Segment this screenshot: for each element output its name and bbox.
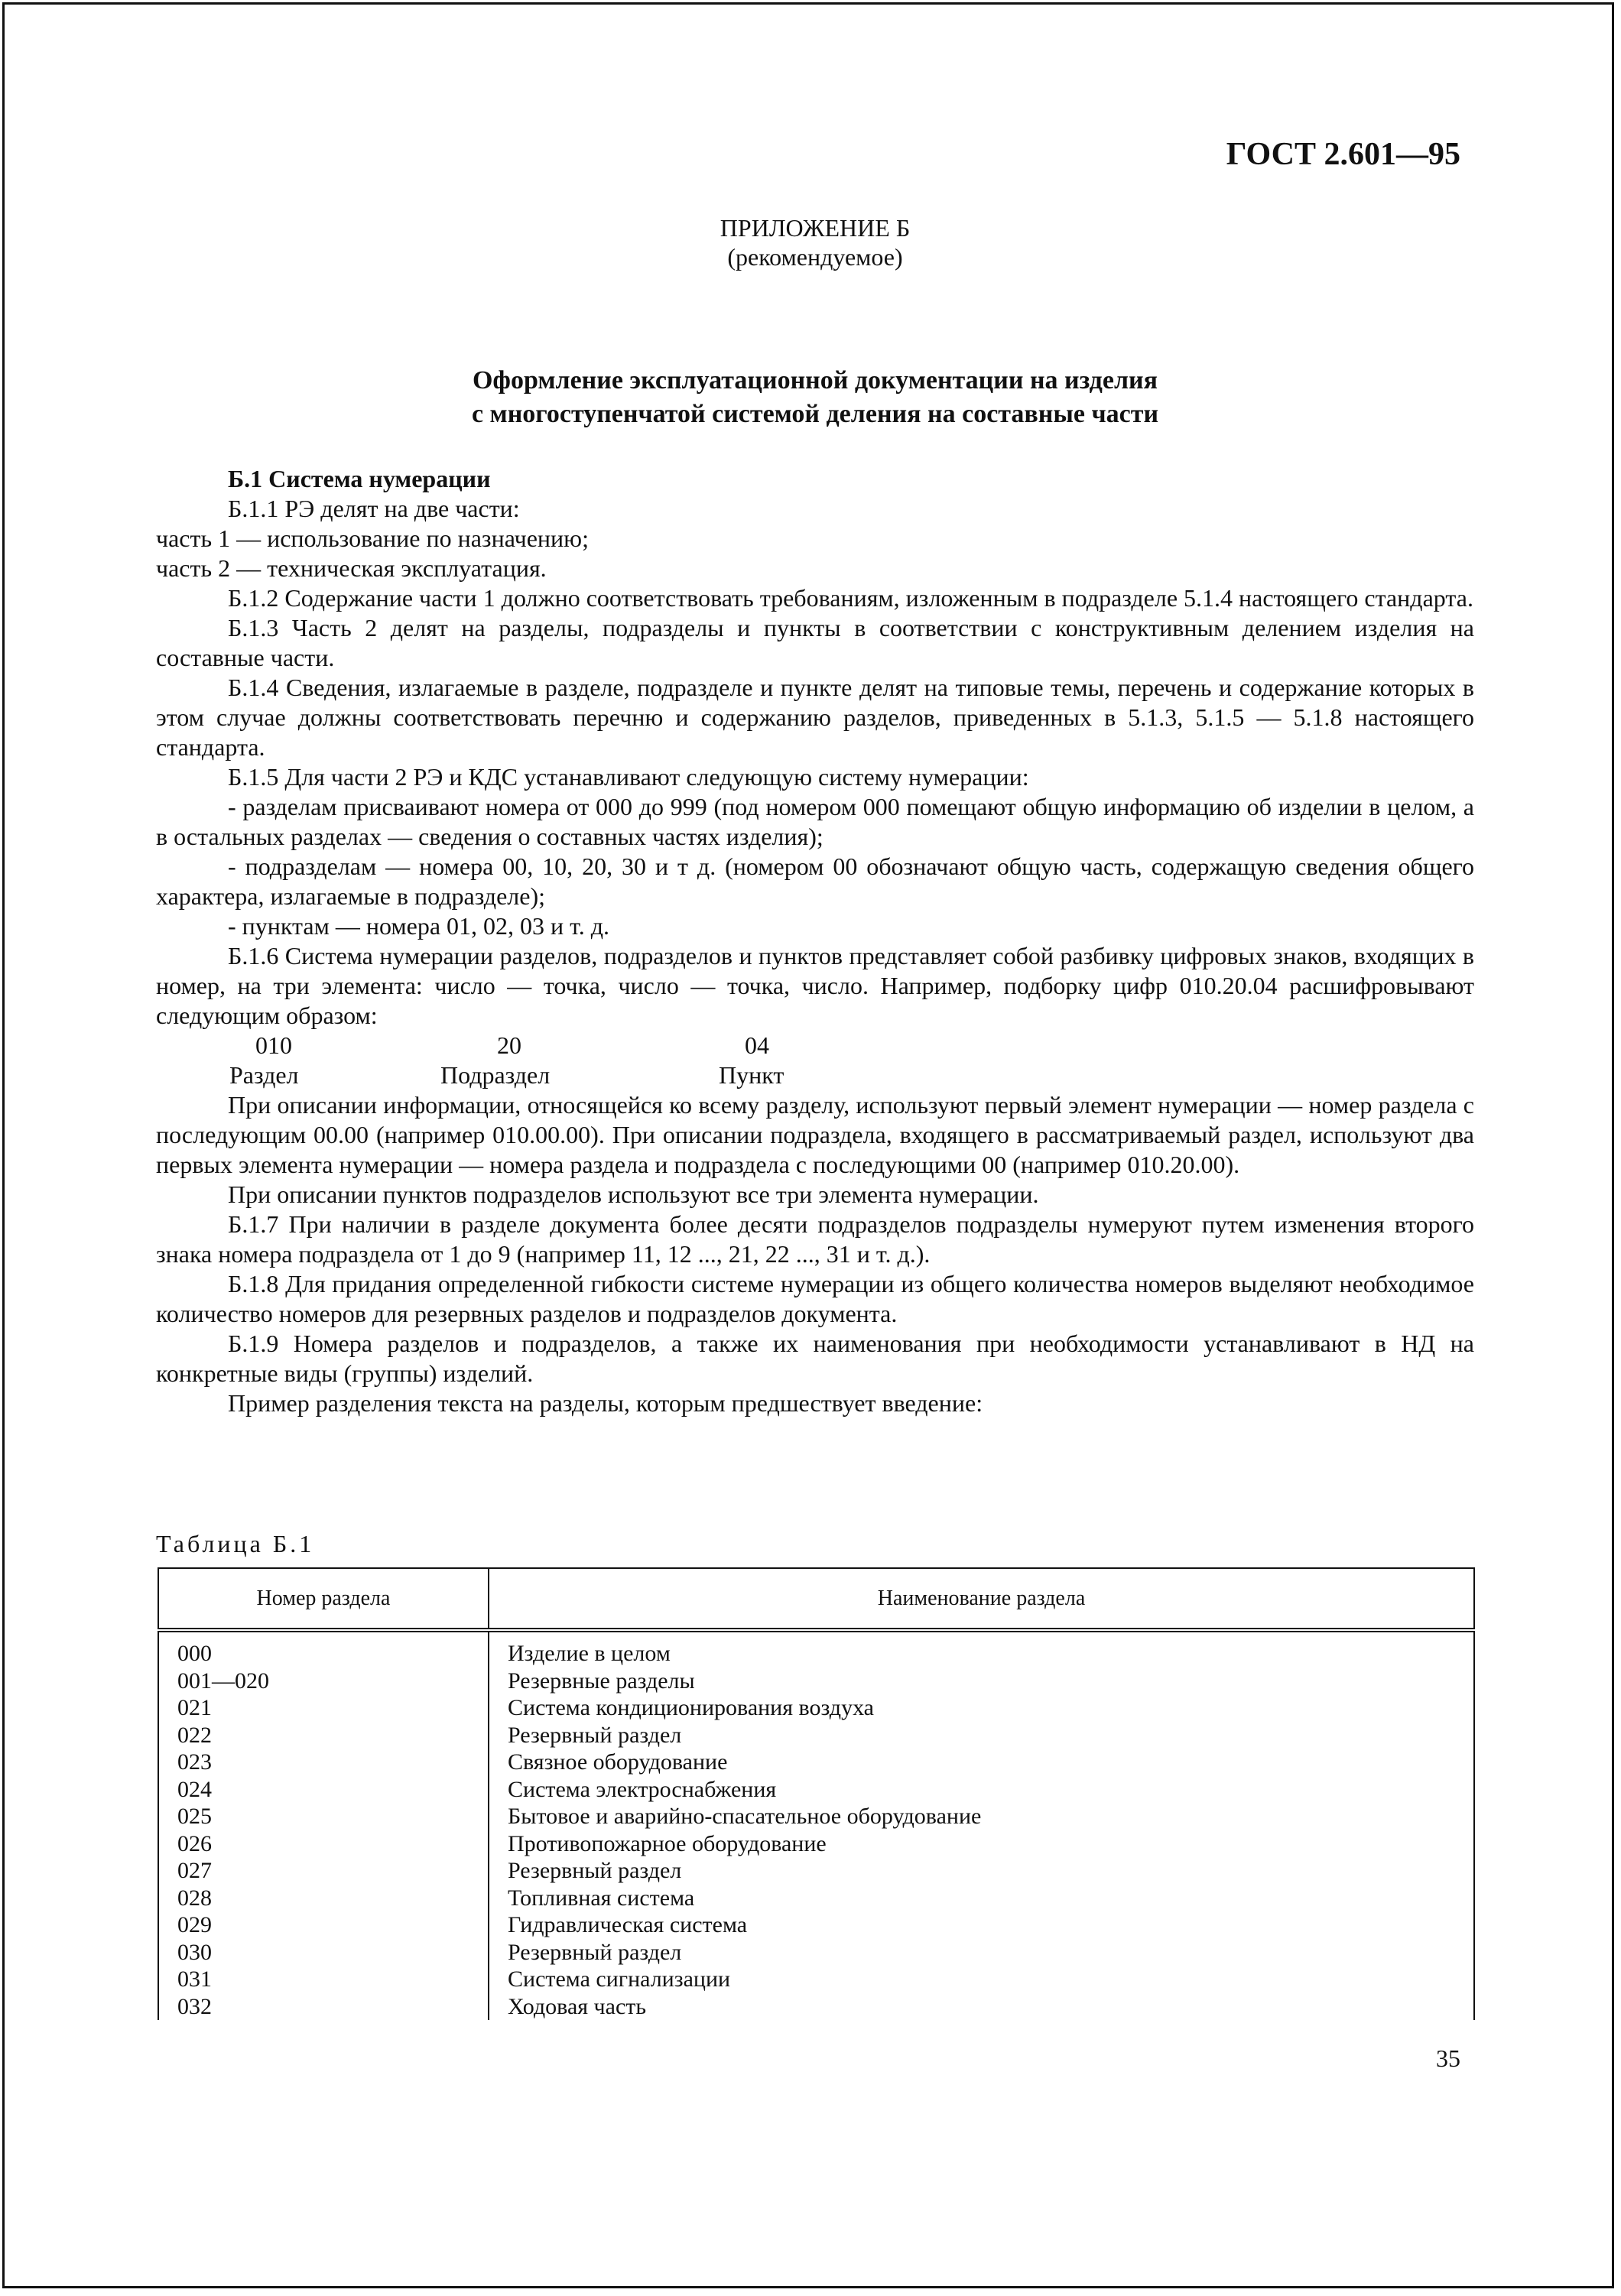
appendix-heading	[5, 213, 1621, 271]
table-row	[158, 1749, 1474, 1776]
cell-number: 031	[158, 1966, 489, 1993]
table-row	[158, 1630, 1474, 1668]
paragraph-b15-sections: - разделам присваивают номера от 000 до 999 (под номером 000 помещают общую информацию об изделии в целом, а в остальных разделах — сведения о составных частях изделия);	[156, 793, 1474, 850]
cell-number: 025	[158, 1803, 489, 1830]
title-line-2: с многоступенчатой системой деления на составные части	[471, 400, 1159, 428]
cell-name: Система сигнализации	[489, 1966, 1474, 1993]
paragraph-b17: Б.1.7 При наличии в разделе документа более десяти подразделов подразделы нумеруют путем изменения второго знака номера подраздела от 1 до 9 (например 11, 12 ..., 21, 22 ..., 31 и т. д.).	[156, 1210, 1474, 1268]
table-row	[158, 1668, 1474, 1695]
table-row	[158, 1966, 1474, 1993]
cell-number: 026	[158, 1830, 489, 1858]
numbering-example-labels	[156, 1060, 1474, 1090]
cell-name: Гидравлическая система	[489, 1911, 1474, 1939]
header-section-name: Наименование раздела	[489, 1568, 1474, 1630]
header-section-number: Номер раздела	[158, 1568, 489, 1630]
cell-name: Резервный раздел	[489, 1722, 1474, 1749]
cell-number: 000	[158, 1630, 489, 1668]
table-row	[158, 1694, 1474, 1722]
cell-name: Топливная система	[489, 1885, 1474, 1912]
table-row	[158, 1993, 1474, 2021]
cell-number: 001—020	[158, 1668, 489, 1695]
table-row	[158, 1911, 1474, 1939]
cell-name: Связное оборудование	[489, 1749, 1474, 1776]
table-header-row	[158, 1568, 1474, 1630]
table-row	[158, 1939, 1474, 1966]
cell-number: 028	[158, 1885, 489, 1912]
cell-number: 030	[158, 1939, 489, 1966]
example-section-label: Раздел	[229, 1061, 299, 1089]
cell-name: Система электроснабжения	[489, 1776, 1474, 1804]
cell-name: Изделие в целом	[489, 1630, 1474, 1668]
table-caption: Таблица Б.1	[156, 1530, 315, 1557]
example-item-number: 04	[745, 1031, 769, 1059]
example-section-number: 010	[255, 1031, 292, 1059]
cell-name: Резервный раздел	[489, 1939, 1474, 1966]
cell-name: Бытовое и аварийно-спасательное оборудование	[489, 1803, 1474, 1830]
document-code: ГОСТ 2.601—95	[1226, 137, 1460, 172]
paragraph-b16-items-info: При описании пунктов подразделов используют все три элемента нумерации.	[228, 1180, 1039, 1208]
paragraph-example: Пример разделения текста на разделы, которым предшествует введение:	[228, 1389, 983, 1417]
paragraph-b11: Б.1.1 РЭ делят на две части:	[228, 495, 520, 522]
page-number: 35	[1436, 2044, 1460, 2072]
document-page	[2, 2, 1614, 2288]
table-row	[158, 1830, 1474, 1858]
cell-name: Резервные разделы	[489, 1668, 1474, 1695]
paragraph-b18: Б.1.8 Для придания определенной гибкости системе нумерации из общего количества номеров выделяют необходимое количество номеров для резервных разделов и подразделов документа.	[156, 1270, 1474, 1327]
paragraph-b15-subsections: - подразделам — номера 00, 10, 20, 30 и т д. (номером 00 обозначают общую часть, содержащую сведения общего характера, излагаемые в подразделе);	[156, 852, 1474, 910]
example-item-label: Пункт	[719, 1061, 785, 1089]
paragraph-b16: Б.1.6 Система нумерации разделов, подразделов и пунктов представляет собой разбивку цифровых знаков, входящих в номер, на три элемента: число — точка, число — точка, число. Например, подборку цифр 010.20.04 расшифровывают следующим образом:	[156, 942, 1474, 1029]
numbering-example-numbers	[156, 1031, 1474, 1060]
cell-name: Резервный раздел	[489, 1857, 1474, 1885]
cell-name: Противопожарное оборудование	[489, 1830, 1474, 1858]
cell-number: 032	[158, 1993, 489, 2021]
cell-number: 027	[158, 1857, 489, 1885]
title-line-1: Оформление эксплуатационной документации на изделия	[472, 366, 1158, 395]
cell-name: Ходовая часть	[489, 1993, 1474, 2021]
example-subsection-label: Подраздел	[440, 1061, 551, 1089]
table-row	[158, 1776, 1474, 1804]
paragraph-b15-items: - пунктам — номера 01, 02, 03 и т. д.	[228, 912, 610, 940]
paragraph-b12: Б.1.2 Содержание части 1 должно соответствовать требованиям, изложенным в подразделе 5.1.4 настоящего стандарта.	[228, 584, 1473, 612]
cell-number: 021	[158, 1694, 489, 1722]
cell-number: 024	[158, 1776, 489, 1804]
table-row	[158, 1857, 1474, 1885]
sections-table	[158, 1567, 1475, 2020]
paragraph-b13: Б.1.3 Часть 2 делят на разделы, подразделы и пункты в соответствии с конструктивным делением изделия на составные части.	[156, 614, 1474, 671]
paragraph-b14: Б.1.4 Сведения, излагаемые в разделе, подразделе и пункте делят на типовые темы, перечень и содержание которых в этом случае должны соответствовать перечню и содержанию разделов, приведенных в 5.1.3, 5.1.5 — 5.1.8 настоящего стандарта.	[156, 674, 1474, 761]
cell-number: 029	[158, 1911, 489, 1939]
cell-number: 022	[158, 1722, 489, 1749]
table-row	[158, 1722, 1474, 1749]
list-part-1: часть 1 — использование по назначению;	[156, 524, 589, 552]
body-text	[156, 464, 1474, 1418]
heading-b1: Б.1 Система нумерации	[228, 465, 491, 492]
paragraph-b16-section-info: При описании информации, относящейся ко всему разделу, используют первый элемент нумерации — номер раздела с последующим 00.00 (например 010.00.00). При описании подраздела, входящего в рассматриваемый раздел, используют два первых элемента нумерации — номера раздела и подраздела с последующими 00 (например 010.20.00).	[156, 1091, 1474, 1178]
table-row	[158, 1803, 1474, 1830]
paragraph-b15: Б.1.5 Для части 2 РЭ и КДС устанавливают следующую систему нумерации:	[228, 763, 1029, 791]
cell-number: 023	[158, 1749, 489, 1776]
appendix-status: (рекомендуемое)	[727, 243, 903, 271]
section-title	[5, 364, 1621, 431]
paragraph-b19: Б.1.9 Номера разделов и подразделов, а также их наименования при необходимости устанавливают в НД на конкретные виды (группы) изделий.	[156, 1330, 1474, 1387]
cell-name: Система кондиционирования воздуха	[489, 1694, 1474, 1722]
appendix-label: ПРИЛОЖЕНИЕ Б	[720, 214, 911, 242]
list-part-2: часть 2 — техническая эксплуатация.	[156, 554, 547, 582]
example-subsection-number: 20	[497, 1031, 521, 1059]
table-row	[158, 1885, 1474, 1912]
